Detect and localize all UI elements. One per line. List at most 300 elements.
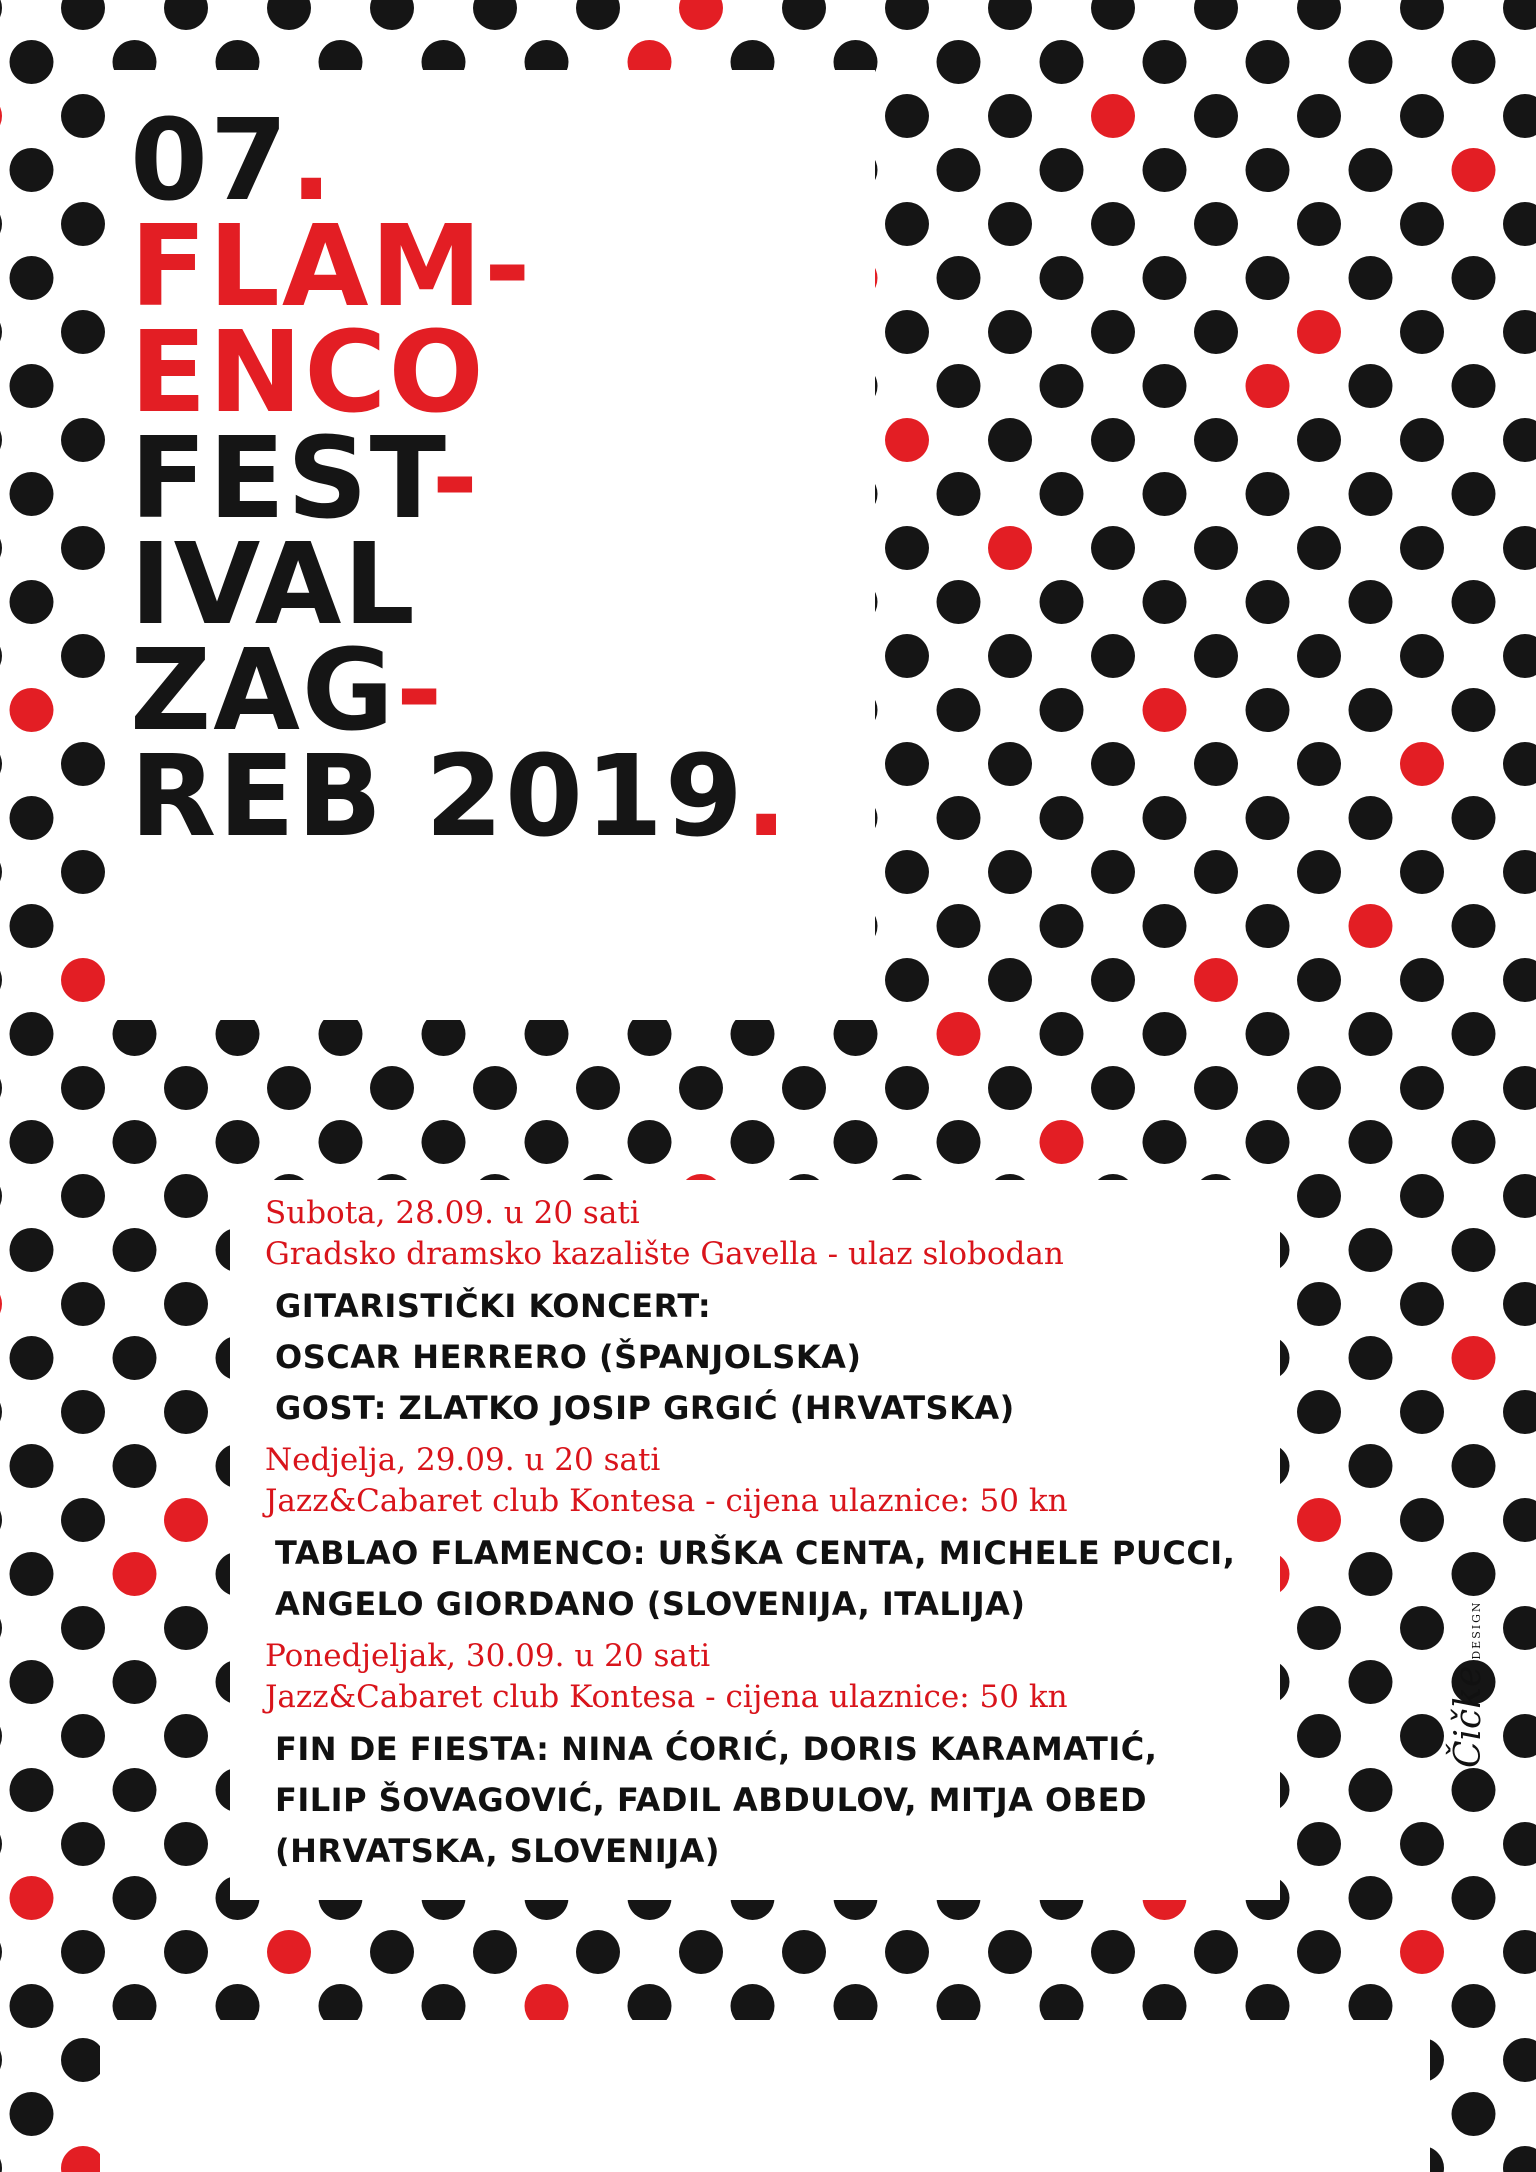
dot xyxy=(267,1930,311,1974)
dot xyxy=(61,202,105,246)
dot xyxy=(0,1714,2,1758)
dot xyxy=(1349,1120,1393,1164)
dot xyxy=(1194,418,1238,462)
dot xyxy=(937,364,981,408)
dot xyxy=(164,1390,208,1434)
dot xyxy=(61,418,105,462)
dot xyxy=(679,0,723,30)
dot xyxy=(1040,364,1084,408)
dot xyxy=(1194,634,1238,678)
dot xyxy=(10,580,54,624)
dot xyxy=(164,1714,208,1758)
dot xyxy=(1194,0,1238,30)
dot xyxy=(988,1066,1032,1110)
dot xyxy=(1452,1552,1496,1596)
dot xyxy=(1040,580,1084,624)
dot xyxy=(782,0,826,30)
event-venue: Gradsko dramsko kazalište Gavella - ulaz slobodan xyxy=(265,1236,1064,1272)
dot xyxy=(164,1066,208,1110)
dot xyxy=(164,1498,208,1542)
dot xyxy=(1349,1336,1393,1380)
dot xyxy=(0,2146,2,2172)
dot xyxy=(61,1498,105,1542)
dot xyxy=(61,1822,105,1866)
dot xyxy=(0,1390,2,1434)
dot xyxy=(1400,526,1444,570)
dot xyxy=(1452,1984,1496,2028)
dot xyxy=(679,1066,723,1110)
dot xyxy=(10,2092,54,2136)
dot xyxy=(1400,418,1444,462)
dot xyxy=(61,526,105,570)
dot xyxy=(1452,1444,1496,1488)
dot xyxy=(61,94,105,138)
dot xyxy=(61,958,105,1002)
dot xyxy=(1400,850,1444,894)
dot xyxy=(885,1066,929,1110)
dot xyxy=(1400,1822,1444,1866)
dot xyxy=(1194,742,1238,786)
event-performer-line: (HRVATSKA, SLOVENIJA) xyxy=(275,1832,720,1870)
dot xyxy=(1452,688,1496,732)
dot xyxy=(628,1120,672,1164)
dot xyxy=(1040,1012,1084,1056)
dot xyxy=(576,1930,620,1974)
dot xyxy=(1503,2146,1536,2172)
dot xyxy=(370,1066,414,1110)
dot xyxy=(1091,94,1135,138)
dot xyxy=(1452,1228,1496,1272)
dot xyxy=(1349,580,1393,624)
dot xyxy=(1246,40,1290,84)
dot xyxy=(1503,1822,1536,1866)
dot xyxy=(10,1984,54,2028)
dot xyxy=(1349,256,1393,300)
dot xyxy=(1297,310,1341,354)
dot xyxy=(1246,472,1290,516)
dot xyxy=(164,1282,208,1326)
dot xyxy=(1040,688,1084,732)
dot xyxy=(1246,256,1290,300)
dot xyxy=(1091,418,1135,462)
dot xyxy=(61,1606,105,1650)
dot xyxy=(1503,1930,1536,1974)
dot xyxy=(1503,94,1536,138)
dot xyxy=(61,1930,105,1974)
dot xyxy=(1143,40,1187,84)
dot xyxy=(885,526,929,570)
dot xyxy=(1246,148,1290,192)
dot xyxy=(10,1444,54,1488)
dot xyxy=(1091,310,1135,354)
dot xyxy=(782,1066,826,1110)
festival-title xyxy=(130,96,790,862)
dot xyxy=(1452,364,1496,408)
event-performer-line: GOST: ZLATKO JOSIP GRGIĆ (HRVATSKA) xyxy=(275,1389,1015,1427)
dot xyxy=(1452,40,1496,84)
dot xyxy=(731,1120,775,1164)
dot xyxy=(679,1930,723,1974)
title-line-6: REB 2019. xyxy=(130,732,790,862)
dot xyxy=(525,1120,569,1164)
dot xyxy=(1400,1174,1444,1218)
dot xyxy=(1297,1174,1341,1218)
dot xyxy=(1091,526,1135,570)
dot xyxy=(1503,1606,1536,1650)
title-line-2: ENCO xyxy=(130,308,486,438)
dot xyxy=(576,1066,620,1110)
dot xyxy=(10,688,54,732)
dot xyxy=(1503,850,1536,894)
dot xyxy=(0,742,2,786)
event-venue: Jazz&Cabaret club Kontesa - cijena ulaznice: 50 kn xyxy=(265,1679,1068,1715)
dot xyxy=(113,1336,157,1380)
dot xyxy=(1091,0,1135,30)
dot xyxy=(1246,688,1290,732)
dot xyxy=(1297,1282,1341,1326)
dot xyxy=(0,1066,2,1110)
dot xyxy=(937,256,981,300)
dot xyxy=(473,0,517,30)
dot xyxy=(1349,688,1393,732)
dot xyxy=(0,1822,2,1866)
dot xyxy=(1400,0,1444,30)
dot xyxy=(1143,580,1187,624)
dot xyxy=(1400,1930,1444,1974)
dot xyxy=(1040,256,1084,300)
event-date: Nedjelja, 29.09. u 20 sati xyxy=(265,1442,661,1478)
dot xyxy=(1400,202,1444,246)
dot xyxy=(1503,1390,1536,1434)
dot xyxy=(1246,1120,1290,1164)
dot xyxy=(61,0,105,30)
dot xyxy=(61,1174,105,1218)
dot xyxy=(0,526,2,570)
dot xyxy=(1452,1336,1496,1380)
dot xyxy=(782,1930,826,1974)
event-performer-line: GITARISTIČKI KONCERT: xyxy=(275,1287,712,1325)
dot xyxy=(61,1282,105,1326)
dot xyxy=(1503,1498,1536,1542)
dot xyxy=(1194,958,1238,1002)
dot xyxy=(1091,634,1135,678)
dot xyxy=(1246,904,1290,948)
dot xyxy=(885,850,929,894)
dot xyxy=(937,472,981,516)
dot xyxy=(0,634,2,678)
dot xyxy=(1091,1066,1135,1110)
event-performer-line: FIN DE FIESTA: NINA ĆORIĆ, DORIS KARAMATIĆ, xyxy=(275,1730,1158,1768)
dot xyxy=(0,850,2,894)
dot xyxy=(1349,1768,1393,1812)
dot xyxy=(1503,1066,1536,1110)
dot xyxy=(937,688,981,732)
dot xyxy=(1400,742,1444,786)
dot xyxy=(113,1660,157,1704)
dot xyxy=(61,2146,105,2172)
dot xyxy=(1246,1012,1290,1056)
dot xyxy=(1194,1066,1238,1110)
dot xyxy=(1091,850,1135,894)
dot xyxy=(267,1066,311,1110)
dot xyxy=(1091,1930,1135,1974)
dot xyxy=(1503,634,1536,678)
dot xyxy=(1040,1120,1084,1164)
dot xyxy=(1297,634,1341,678)
dot xyxy=(0,1282,2,1326)
dot xyxy=(1400,634,1444,678)
dot xyxy=(1040,40,1084,84)
dot xyxy=(1040,472,1084,516)
event-performer-line: OSCAR HERRERO (ŠPANJOLSKA) xyxy=(275,1338,862,1376)
dot xyxy=(10,256,54,300)
dot xyxy=(113,1876,157,1920)
dot xyxy=(1246,364,1290,408)
dot xyxy=(1452,2092,1496,2136)
dot xyxy=(1143,148,1187,192)
dot xyxy=(370,1930,414,1974)
dot xyxy=(1349,148,1393,192)
dot xyxy=(834,1120,878,1164)
dot xyxy=(1246,580,1290,624)
dot xyxy=(1452,472,1496,516)
dot xyxy=(10,472,54,516)
dot xyxy=(61,1390,105,1434)
dot xyxy=(1143,256,1187,300)
dot xyxy=(988,634,1032,678)
dot xyxy=(1400,1390,1444,1434)
dot xyxy=(988,958,1032,1002)
dot xyxy=(988,742,1032,786)
dot xyxy=(216,1120,260,1164)
dot xyxy=(1503,310,1536,354)
dot xyxy=(1503,958,1536,1002)
dot xyxy=(1349,1012,1393,1056)
dot xyxy=(988,94,1032,138)
dot xyxy=(1400,1498,1444,1542)
dot xyxy=(1503,418,1536,462)
dot xyxy=(1400,1714,1444,1758)
dot xyxy=(1297,1822,1341,1866)
dot xyxy=(988,850,1032,894)
dot xyxy=(113,1120,157,1164)
dot xyxy=(0,1174,2,1218)
dot xyxy=(885,202,929,246)
dot xyxy=(885,742,929,786)
dot xyxy=(1194,1930,1238,1974)
dot xyxy=(988,418,1032,462)
title-line-5: ZAG- xyxy=(130,626,445,756)
dot xyxy=(1349,796,1393,840)
dot xyxy=(1143,1120,1187,1164)
dot xyxy=(885,958,929,1002)
title-line-3: FEST- xyxy=(130,414,481,544)
dot xyxy=(10,1768,54,1812)
dot xyxy=(937,904,981,948)
dot xyxy=(1400,1282,1444,1326)
dot xyxy=(1400,94,1444,138)
dot xyxy=(1246,796,1290,840)
title-line-1: FLAM- xyxy=(130,202,533,332)
dot xyxy=(1143,472,1187,516)
dot xyxy=(1297,202,1341,246)
dot xyxy=(988,526,1032,570)
dot xyxy=(61,310,105,354)
dot xyxy=(0,202,2,246)
dot xyxy=(1297,1498,1341,1542)
dot xyxy=(1297,958,1341,1002)
dot xyxy=(10,1336,54,1380)
dot xyxy=(1194,94,1238,138)
dot xyxy=(10,1660,54,1704)
dot xyxy=(61,634,105,678)
dot xyxy=(1400,1066,1444,1110)
dot xyxy=(1297,526,1341,570)
dot xyxy=(422,1120,466,1164)
dot xyxy=(1400,310,1444,354)
dot xyxy=(1040,904,1084,948)
dot xyxy=(0,1498,2,1542)
dot xyxy=(1349,1444,1393,1488)
dot xyxy=(0,94,2,138)
dot xyxy=(370,0,414,30)
dot xyxy=(1143,1012,1187,1056)
dot xyxy=(1091,742,1135,786)
dot xyxy=(937,796,981,840)
dot xyxy=(885,634,929,678)
dot xyxy=(1452,148,1496,192)
dot xyxy=(937,40,981,84)
dot xyxy=(988,202,1032,246)
dot xyxy=(0,1930,2,1974)
dot xyxy=(1297,742,1341,786)
dot xyxy=(1349,1876,1393,1920)
dot xyxy=(988,1930,1032,1974)
dot xyxy=(10,40,54,84)
event-3 xyxy=(265,1636,1275,1877)
dot xyxy=(113,1768,157,1812)
dot xyxy=(1349,1228,1393,1272)
dot xyxy=(1503,742,1536,786)
dot xyxy=(988,0,1032,30)
dot xyxy=(61,1714,105,1758)
dot xyxy=(1503,2038,1536,2082)
dot xyxy=(267,0,311,30)
dot xyxy=(61,850,105,894)
event-2 xyxy=(265,1440,1275,1630)
dot xyxy=(1297,1714,1341,1758)
dot xyxy=(1452,1876,1496,1920)
event-venue: Jazz&Cabaret club Kontesa - cijena ulaznice: 50 kn xyxy=(265,1483,1068,1519)
dot xyxy=(113,1444,157,1488)
dot xyxy=(1452,904,1496,948)
dot xyxy=(1503,202,1536,246)
dot xyxy=(1503,1282,1536,1326)
title-line-4: IVAL xyxy=(130,520,417,650)
dot xyxy=(0,958,2,1002)
dot xyxy=(1297,94,1341,138)
event-date: Subota, 28.09. u 20 sati xyxy=(265,1195,640,1231)
dot xyxy=(113,1552,157,1596)
dot xyxy=(0,1606,2,1650)
dot xyxy=(988,310,1032,354)
dot xyxy=(1452,796,1496,840)
dot xyxy=(10,1012,54,1056)
dot xyxy=(0,310,2,354)
dot xyxy=(937,148,981,192)
dot xyxy=(937,1120,981,1164)
dot xyxy=(10,1120,54,1164)
event-performer-line: FILIP ŠOVAGOVIĆ, FADIL ABDULOV, MITJA OBED xyxy=(275,1781,1148,1819)
dot xyxy=(1349,364,1393,408)
dot xyxy=(1349,1552,1393,1596)
dot xyxy=(10,1876,54,1920)
dot xyxy=(10,1552,54,1596)
dot xyxy=(1503,0,1536,30)
dot xyxy=(61,1066,105,1110)
dot xyxy=(1400,1606,1444,1650)
dot xyxy=(10,1228,54,1272)
dot xyxy=(164,1822,208,1866)
dot xyxy=(1503,526,1536,570)
dot xyxy=(1349,472,1393,516)
dot xyxy=(937,1012,981,1056)
dot xyxy=(1040,796,1084,840)
event-date: Ponedjeljak, 30.09. u 20 sati xyxy=(265,1638,711,1674)
dot xyxy=(1297,418,1341,462)
dot xyxy=(1297,1390,1341,1434)
dot xyxy=(1452,256,1496,300)
dot xyxy=(0,0,2,30)
dot xyxy=(885,1930,929,1974)
title-edition: 07. xyxy=(130,96,335,226)
dot xyxy=(113,1228,157,1272)
dot xyxy=(1297,0,1341,30)
dot xyxy=(885,0,929,30)
dot xyxy=(1349,40,1393,84)
dot xyxy=(1143,688,1187,732)
dot xyxy=(164,1930,208,1974)
dot xyxy=(1400,958,1444,1002)
dot xyxy=(1452,580,1496,624)
dot xyxy=(10,148,54,192)
dot xyxy=(0,418,2,462)
dot xyxy=(885,94,929,138)
dot xyxy=(576,0,620,30)
dot xyxy=(1194,310,1238,354)
dot xyxy=(10,796,54,840)
dot xyxy=(1349,904,1393,948)
dot xyxy=(1297,1606,1341,1650)
dot xyxy=(10,364,54,408)
dot xyxy=(1452,1768,1496,1812)
dot xyxy=(1297,1930,1341,1974)
dot xyxy=(1143,364,1187,408)
dot xyxy=(1452,1012,1496,1056)
dot xyxy=(1503,1174,1536,1218)
dot xyxy=(473,1066,517,1110)
dot xyxy=(1091,958,1135,1002)
dot xyxy=(1091,202,1135,246)
dot xyxy=(164,1606,208,1650)
dot xyxy=(1297,850,1341,894)
event-performer-line: TABLAO FLAMENCO: URŠKA CENTA, MICHELE PUCCI, xyxy=(275,1534,1236,1572)
dot xyxy=(1143,904,1187,948)
dot xyxy=(319,1120,363,1164)
dot xyxy=(1040,148,1084,192)
footer-panel xyxy=(100,2020,1430,2172)
dot xyxy=(1194,526,1238,570)
